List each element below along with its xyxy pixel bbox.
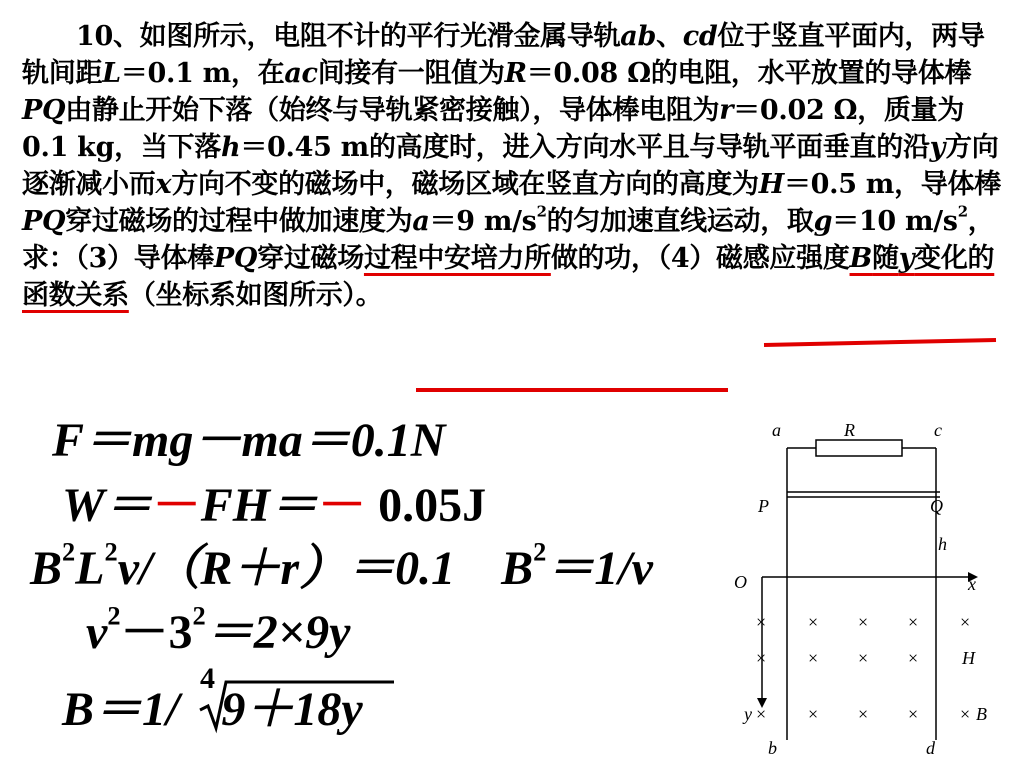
superscript: 2: [62, 536, 76, 567]
field-cross-icon: ×: [858, 612, 869, 632]
problem-text: 位于竖直平面内，两导轨间距: [22, 21, 985, 89]
superscript: 2: [957, 202, 968, 221]
label-x: x: [968, 574, 976, 594]
field-cross-icon: ×: [858, 704, 869, 724]
problem-text: ＝0.08 Ω的电阻，水平放置的导体棒: [526, 58, 972, 89]
var-y: y: [898, 243, 915, 274]
problem-text: 随: [872, 243, 899, 274]
superscript: 2: [192, 600, 206, 631]
field-cross-icon: ×: [756, 612, 767, 632]
equation-text: W＝: [62, 479, 153, 532]
var-R: R: [504, 58, 527, 89]
problem-text: 间接有一阻值为: [317, 58, 505, 89]
field-cross-icon: ×: [908, 648, 919, 668]
problem-text: 做的功，（4）磁感应强度: [550, 243, 850, 274]
var-y: y: [929, 132, 946, 163]
equation-text: B: [501, 542, 534, 595]
var-H: H: [758, 169, 784, 200]
equation-text: ＝1/v: [546, 542, 653, 595]
var-PQ: PQ: [22, 95, 66, 126]
label-H: H: [962, 648, 975, 668]
equation-text: 0.05J: [366, 479, 487, 532]
underlined-phrase: 过程中安培力所: [363, 243, 551, 274]
problem-text: （坐标系如图所示）。: [128, 280, 383, 311]
superscript: 2: [533, 536, 547, 567]
field-cross-icon: ×: [808, 648, 819, 668]
equation-text: v: [86, 606, 108, 659]
var-h: h: [220, 132, 241, 163]
problem-text: 穿过磁场的过程中做加速度为: [65, 206, 413, 237]
var-L: L: [102, 58, 121, 89]
problem-text: 方向不变的磁场中，磁场区域在竖直方向的高度为: [171, 169, 759, 200]
equation-text: B: [30, 542, 63, 595]
equation-text: v/（R＋r）＝0.1: [117, 542, 456, 595]
field-cross-icon: ×: [756, 704, 767, 724]
equation-text: －3: [120, 606, 193, 659]
problem-text: 的匀加速直线运动，取: [546, 206, 814, 237]
problem-text: 变化的函数关系: [22, 243, 995, 311]
label-O: O: [734, 572, 747, 592]
resistor-R: [816, 440, 902, 456]
superscript: 2: [104, 536, 118, 567]
var-cd: cd: [682, 21, 718, 52]
superscript: 2: [107, 600, 121, 631]
problem-text: 穿过磁场: [257, 243, 364, 274]
var-PQ: PQ: [22, 206, 66, 237]
negative-sign: －: [318, 479, 367, 532]
label-h: h: [938, 534, 947, 554]
var-B: B: [849, 243, 873, 274]
field-cross-icon: ×: [808, 612, 819, 632]
field-cross-icon: ×: [908, 704, 919, 724]
label-B: B: [976, 704, 987, 724]
negative-sign: －: [152, 479, 201, 532]
var-r: r: [719, 95, 734, 126]
problem-text: ＝9 m/s: [429, 206, 537, 237]
problem-number: 10: [76, 21, 113, 52]
field-cross-icon: ×: [908, 612, 919, 632]
label-c: c: [934, 420, 942, 440]
equation-text: 9＋18y: [221, 683, 363, 736]
root-index: 4: [200, 662, 215, 695]
label-b: b: [768, 738, 777, 758]
var-ab: ab: [620, 21, 657, 52]
equation-text: F＝mg－ma＝0.1N: [52, 414, 446, 467]
equation-text: ＝2×9y: [205, 606, 351, 659]
problem-text: 、: [656, 21, 683, 52]
problem-text: ＝0.45 m的高度时，进入方向水平且与导轨平面垂直的沿: [240, 132, 930, 163]
equation-text: B＝1/: [62, 683, 180, 736]
problem-text: ＝0.5 m，导体棒: [783, 169, 1001, 200]
superscript: 2: [536, 202, 547, 221]
problem-text: ＝0.02 Ω，质量为0.1 kg，当下落: [22, 95, 965, 163]
problem-text: ＝0.1 m，在: [120, 58, 285, 89]
problem-text: ＝10 m/s: [832, 206, 958, 237]
label-y: y: [744, 704, 752, 724]
var-ac: ac: [284, 58, 318, 89]
label-R: R: [844, 420, 855, 440]
red-underline-1: [764, 340, 996, 345]
var-a: a: [412, 206, 430, 237]
problem-text: 方向逐渐减小而: [22, 132, 999, 200]
problem-text: 由静止开始下落（始终与导轨紧密接触），导体棒电阻为: [65, 95, 720, 126]
equation-text: FH＝: [200, 479, 319, 532]
var-x: x: [155, 169, 172, 200]
field-cross-icon: ×: [960, 612, 971, 632]
equation-text: L: [75, 542, 105, 595]
var-g: g: [813, 206, 833, 237]
field-cross-icon: ×: [808, 704, 819, 724]
label-P: P: [758, 496, 769, 516]
label-Q: Q: [930, 496, 943, 516]
field-cross-icon: ×: [756, 648, 767, 668]
field-cross-icon: ×: [858, 648, 869, 668]
problem-text: 、如图所示，电阻不计的平行光滑金属导轨: [112, 21, 621, 52]
physics-diagram: [720, 410, 1020, 768]
problem-text: ，求：（3）导体棒: [22, 206, 995, 274]
field-cross-icon: ×: [960, 704, 971, 724]
label-a: a: [772, 420, 781, 440]
var-PQ: PQ: [213, 243, 258, 274]
label-d: d: [926, 738, 935, 758]
